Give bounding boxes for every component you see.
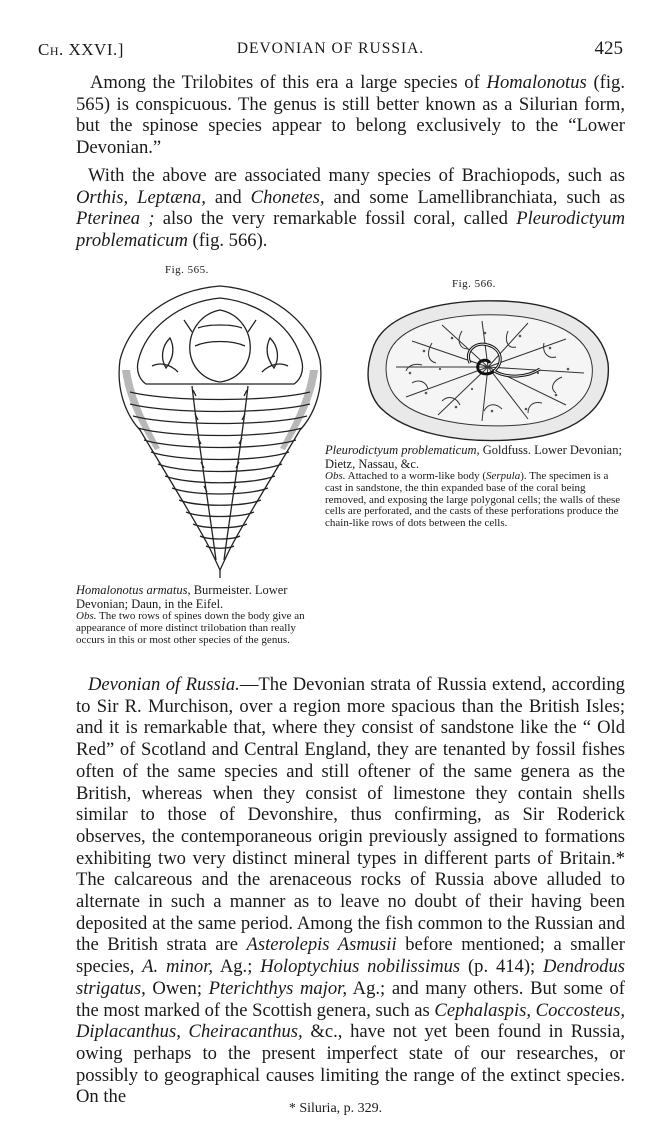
species-name: Holoptychius nobilissimus — [260, 956, 461, 978]
text-run: Owen; — [145, 977, 209, 999]
species-name: Pterichthys major, — [208, 977, 348, 999]
obs-genus: Serpula — [486, 470, 521, 482]
text-run: also the very remarkable fossil coral, called — [154, 208, 517, 230]
species-name: Asterolepis Asmusii — [246, 934, 397, 956]
caption-species: Homalonotus armatus, — [76, 583, 191, 597]
figure-566-caption — [325, 443, 623, 530]
obs-label: Obs. — [325, 470, 346, 482]
species-name: Pleurodictyum problematicum — [76, 208, 625, 251]
species-name: Dendrodus strigatus, — [76, 956, 625, 999]
genus-name: Pterinea ; — [76, 208, 155, 230]
obs-text: Attached to a worm-like body ( — [345, 470, 487, 482]
text-run: before mentioned; a smaller species, — [76, 934, 625, 978]
genus-list: Cephalaspis, Coccosteus, Diplacanthus, Cheiracanthus, — [76, 999, 626, 1043]
text-run: (p. 414); — [460, 956, 544, 978]
figure-566-label: Fig. 566. — [452, 278, 496, 290]
paragraph-homalonotus — [76, 72, 625, 158]
chapter-label: Ch. XXVI.] — [38, 40, 124, 59]
section-heading-inline: Devonian of Russia. — [88, 674, 240, 695]
text-run: With the above are associated many species of Brachiopods, such as — [88, 165, 625, 186]
text-run: —The Devonian strata of Russia extend, according to Sir R. Murchison, over a region more spacious than the British Isles; and it is remarkable that, where they consist of sandstone like the “ Old Red” of Scotland and Central England, they are tenanted by fossil fishes often of the same species and still oftener of the same genera as the British, whereas when they consist of limestone they contain shells similar to those of Devonshire, thus confirming, as Sir Roderick observes, the contemporaneous origin previously assigned to formations exhibiting two very distinct mineral types in different parts of Britain.* The calcareous and the arenaceous rocks of Russia above alluded to alternate in such a manner as to leave no doubt of their having been deposited at the same period. Among the fish common to the Russian and the British strata are — [76, 674, 625, 956]
footnote: * Siluria, p. 329. — [288, 1101, 383, 1116]
text-run: &c., have not yet been found in Russia, owing perhaps to the present imperfect state of our researches, or possibly to geographical causes limiting the range of the extinct species. On the — [76, 1021, 625, 1108]
text-run: Ag.; — [213, 956, 261, 978]
running-header — [38, 38, 623, 62]
caption-text: Goldfuss. Lower Devonian; Dietz, Nassau, &c. — [325, 443, 622, 471]
caption-observation — [76, 611, 324, 646]
text-run: Among the Trilobites of this era a large species of — [90, 72, 487, 93]
text-run: (fig. 565) is conspicuous. The genus is still better known as a Silurian form, but the spinose species appear to belong exclusively to the “Lower Devonian.” — [76, 72, 625, 158]
figure-565-label: Fig. 565. — [165, 264, 209, 276]
page-number: 425 — [594, 38, 623, 59]
caption-text: Burmeister. Lower Devonian; Daun, in the Eifel. — [76, 583, 288, 611]
running-title: DEVONIAN OF RUSSIA. — [236, 40, 425, 57]
coral-illustration — [352, 293, 614, 445]
genus-name: Chonetes, — [250, 186, 325, 208]
text-run: (fig. 566). — [187, 229, 268, 251]
paragraph-devonian-russia — [76, 674, 625, 1108]
trilobite-illustration — [100, 280, 340, 580]
paragraph-brachiopods — [76, 165, 625, 251]
caption-species: Pleurodictyum problematicum, — [325, 443, 480, 457]
genus-name: Orthis, Leptæna, — [76, 186, 206, 208]
genus-name: Homalonotus — [486, 72, 587, 93]
caption-observation — [325, 471, 623, 530]
obs-text: ). The specimen is a cast in sandstone, the thin expanded base of the coral being removed, and exposing the large polygonal cells; the walls of these cells are perforated, and the casts of these perforations produce the chain-like rows of dots between the cells. — [325, 470, 621, 530]
species-name: A. minor, — [142, 956, 214, 978]
text-run: and some Lamellibranchiata, such as — [324, 186, 625, 208]
obs-text: The two rows of spines down the body give an appearance of more distinct trilobation than really occurs in this or most other species of the genus. — [76, 610, 305, 646]
obs-label: Obs. — [76, 610, 97, 622]
text-run: and — [205, 186, 251, 208]
text-run: Ag.; and many others. But some of the most marked of the Scottish genera, such as — [76, 977, 626, 1021]
figure-565-caption — [76, 583, 324, 646]
